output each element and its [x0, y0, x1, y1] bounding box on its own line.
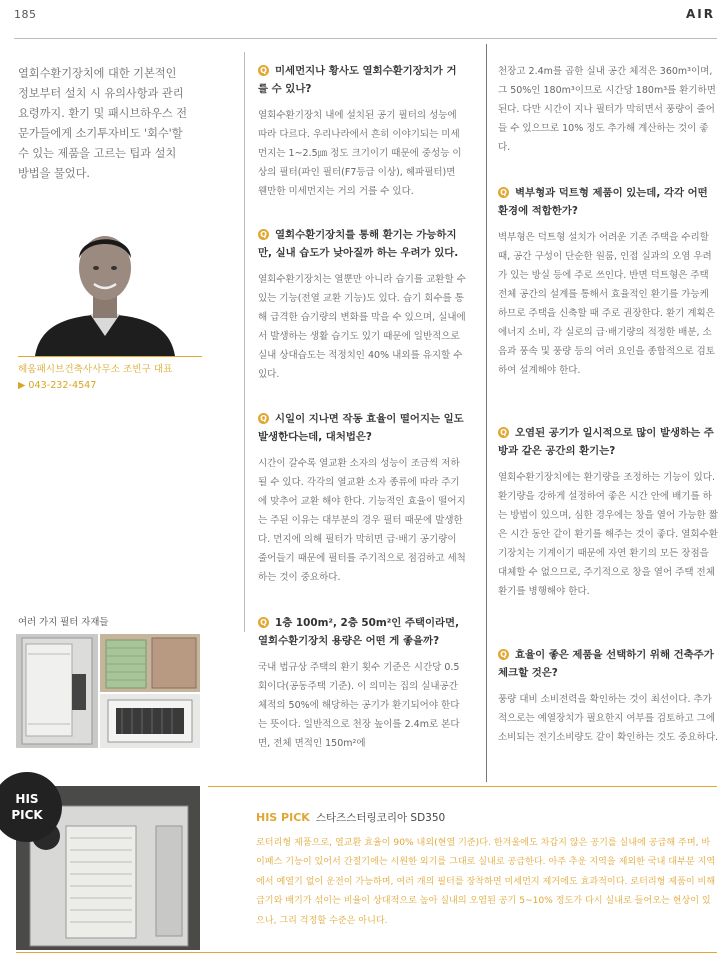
answer-text: 천장고 2.4m를 곱한 실내 공간 체적은 360m³이며, 그 50%인 180m³이므로 시간당 180m³를 환기하면 된다. 다만 시간이 지나 필터가 막히면서 풍량이 줄어들 수 있으므로 10% 정도 추가해 계산하는 것이 좋다.	[498, 66, 716, 153]
answer-text: 풍량 대비 소비전력을 확인하는 것이 최선이다. 추가적으로는 예열장치가 필요한지 여부를 검토하고 그에 소비되는 전기소비량도 같이 확인하는 것도 중요하다.	[498, 694, 719, 743]
answer-text: 열회수환기장치 내에 설치된 공기 필터의 성능에 따라 다르다. 우리나라에서 흔히 이야기되는 미세먼지는 1~2.5㎛ 정도 크기이기 때문에 중성능 이상의 필터(파인 필터(F7등급 이상), 헤파필터)면 웬만한 미세먼지는 거의 거를 수 있다.	[258, 110, 462, 197]
intro-text: 열회수환기장치에 대한 기본적인 정보부터 설치 시 유의사항과 관리 요령까지. 환기 및 패시브하우스 전문가들에게 소기투자비도 '회수'할 수 있는 제품을 고르는 팁과 설치 방법을 물었다.	[18, 67, 188, 180]
his-pick-product-name: 스타즈스터링코리아 SD350	[315, 812, 446, 824]
credit-rule	[18, 356, 202, 357]
his-pick-top-rule	[208, 786, 717, 787]
question-text: 효율이 좋은 제품을 선택하기 위해 건축주가 체크할 것은?	[498, 649, 714, 679]
qa-item	[258, 226, 466, 384]
expert-phone: ▶ 043-232-4547	[18, 380, 97, 391]
answer-text: 열회수환기장치는 열뿐만 아니라 습기를 교환할 수 있는 기능(전열 교환 기능)도 있다. 습기 회수를 통해 급격한 습기량의 변화를 막을 수 있으며, 실내에서 발생하는 생활 습기도 있기 때문에 일반적으로 실내 상대습도는 적정치인 40% 내외를 유지할 수 있다.	[258, 274, 466, 380]
question-icon: Q	[498, 427, 509, 438]
question-icon: Q	[258, 229, 269, 240]
qa-item	[258, 410, 466, 587]
answer-text: 벽부형은 덕트형 설치가 어려운 기존 주택을 수리할 때, 공간 구성이 단순한 원룸, 인접 실과의 오염 우려가 있는 방실 등에 주로 쓰인다. 반면 덕트형은 주택 전체 공간의 설계를 통해서 효율적인 환기를 가능케 하므로 주택을 신축할 때 주로 권장한다. 환기 계획은 에너지 소비, 각 실로의 급·배기량의 적정한 배분, 소음과 풍속 및 풍량 등의 여러 요인을 종합적으로 검토하여 설계해야 한다.	[498, 232, 715, 376]
qa-item	[498, 646, 718, 747]
qa-item	[498, 184, 718, 380]
page-number: 185	[14, 8, 37, 21]
expert-name: 헤움패시브건축사사무소 조빈구 대표	[18, 364, 173, 375]
question-icon: Q	[258, 65, 269, 76]
his-pick-badge-line2: PICK	[11, 808, 43, 822]
question-text: 1층 100m², 2층 50m²인 주택이라면, 열회수환기장치 용량은 어떤 게 좋을까?	[258, 617, 460, 647]
question-icon: Q	[258, 617, 269, 628]
question-text: 열회수환기장치를 통해 환기는 가능하지만, 실내 습도가 낮아질까 하는 우려가 있다.	[258, 229, 459, 259]
answer-text: 시간이 갈수록 열교환 소자의 성능이 조금씩 저하될 수 있다. 각각의 열교환 소자 종류에 따라 주기에 맞추어 교환 해야 한다. 기능적인 효율이 떨어지는 주된 이유는 대부분의 경우 필터 때문에 발생한다. 먼지에 의해 필터가 막히면 급·배기 공기량이 줄어들기 때문에 필터를 주기적으로 점검하고 세척하는 것이 중요하다.	[258, 458, 466, 583]
qa-item	[258, 614, 466, 753]
filter-caption: 여러 가지 필터 자재들	[18, 617, 109, 628]
his-pick-bottom-rule	[16, 952, 717, 953]
section-title: AIR	[686, 7, 715, 21]
answer-text: 국내 법규상 주택의 환기 횟수 기준은 시간당 0.5회이다(공동주택 기준). 이 의미는 집의 실내공간 체적의 50%에 해당하는 공기가 환기되어야 한다는 뜻이다. 일반적으로 천장 높이를 2.4m로 본다면, 전체 면적인 150m²에	[258, 662, 460, 749]
filter-photo-housing	[16, 634, 98, 748]
his-pick-label: HIS PICK	[256, 811, 310, 824]
answer-text: 열회수환기장치에는 환기량을 조정하는 기능이 있다. 환기량을 강하게 설정하여 좋은 시간 안에 배기를 하는 방법이 있으며, 심한 경우에는 창을 열어 가능한 짧은 시간 동안 같이 환기를 해주는 것이 좋다. 열회수환기장치는 기계이기 때문에 자연 환기의 모든 장점을 대체할 수 없으므로, 주기적으로 창을 열어 주택 전체 환기를 병행해야 한다.	[498, 472, 718, 597]
qa-item	[258, 62, 466, 201]
question-icon: Q	[498, 187, 509, 198]
filter-photo-panels	[100, 634, 200, 692]
question-text: 시일이 지나면 작동 효율이 떨어지는 일도 발생한다는데, 대처법은?	[258, 413, 464, 443]
column-divider-1	[244, 52, 245, 632]
his-pick-badge-line1: HIS	[15, 792, 39, 806]
question-text: 미세먼지나 황사도 열회수환기장치가 거를 수 있나?	[258, 65, 457, 95]
qa-continuation	[498, 62, 718, 157]
his-pick-heading	[256, 810, 445, 825]
question-icon: Q	[258, 413, 269, 424]
question-icon: Q	[498, 649, 509, 660]
qa-item	[498, 424, 718, 601]
expert-portrait	[30, 218, 180, 356]
his-pick-description: 로터리형 제품으로, 열교환 효율이 90% 내외(현열 기준)다. 한겨울에도 차갑지 않은 공기를 실내에 공급해 주며, 바이패스 기능이 있어서 간절기에는 시원한 외기를 그대로 실내로 공급한다. 아주 추운 지역을 제외한 국내 대부분 지역에서 예열기 없이 운전이 가능하며, 여러 개의 필터를 장착하면 미세먼지 제거에도 효과적이다. 로터리형 제품이 비해 급기와 배기가 섞이는 비율이 상대적으로 높아 실내의 오염된 공기 5~10% 정도가 다시 실내로 들어오는 현상이 있으나, 그리 걱정할 수준은 아니다.	[256, 838, 716, 926]
column-divider-2	[486, 44, 487, 782]
header-rule	[14, 38, 717, 39]
question-text: 벽부형과 덕트형 제품이 있는데, 각각 어떤 환경에 적합한가?	[498, 187, 708, 217]
question-text: 오염된 공기가 일시적으로 많이 발생하는 주방과 같은 공간의 환기는?	[498, 427, 714, 457]
filter-photo-cartridge	[100, 694, 200, 748]
expert-credit	[18, 362, 172, 394]
